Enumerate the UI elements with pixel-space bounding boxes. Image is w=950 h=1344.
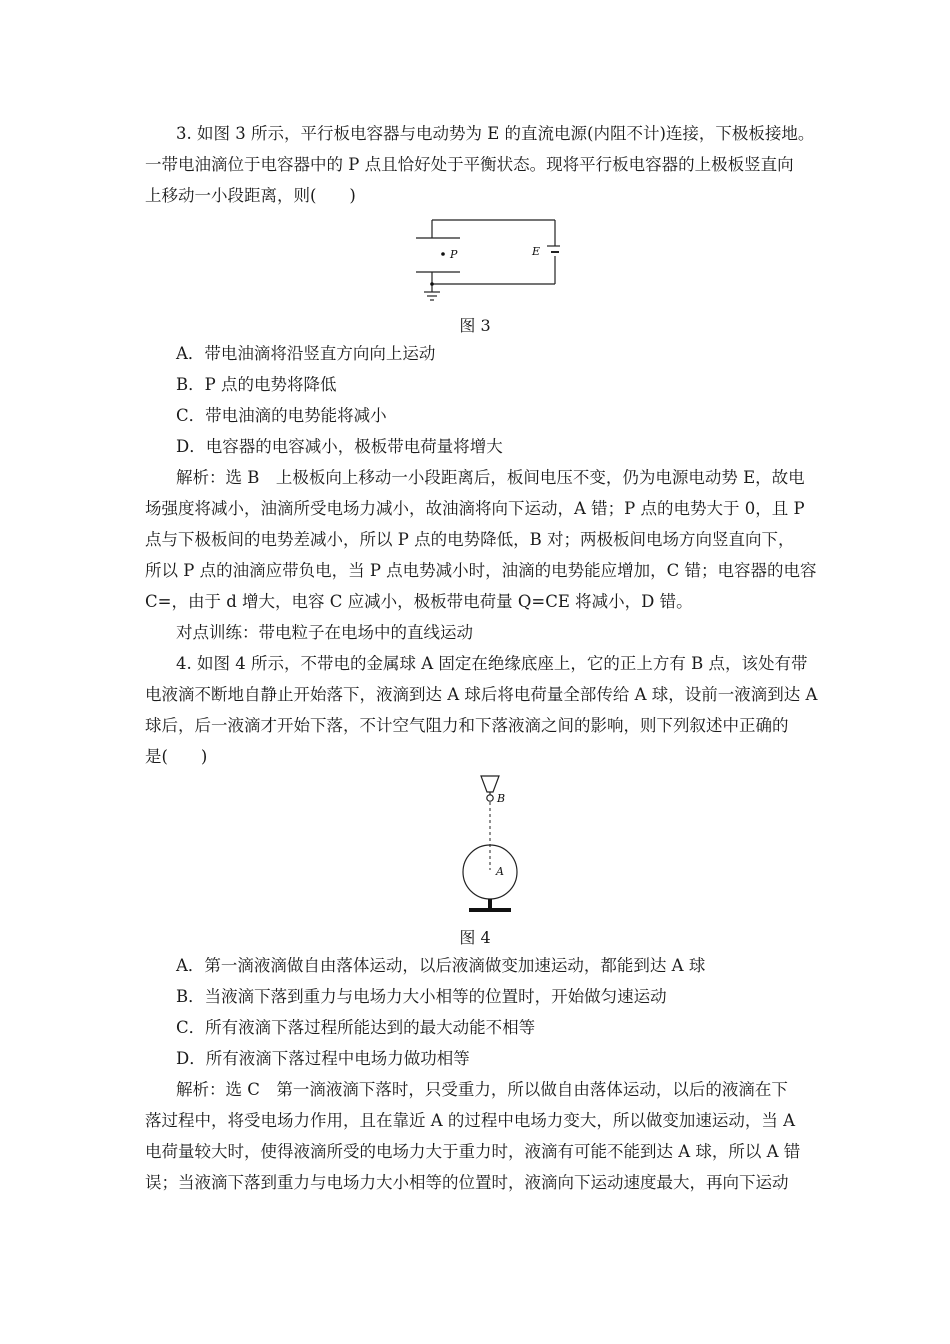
q4-analysis-line-1: 解析：选 C 第一滴液滴下落时，只受重力，所以做自由落体运动，以后的液滴在下 [176, 1080, 788, 1099]
label-p: P [450, 248, 458, 261]
q4-option-b: B．当液滴下落到重力与电场力大小相等的位置时，开始做匀速运动 [176, 987, 667, 1006]
q3-analysis-line-4: 所以 P 点的油滴应带负电，当 P 点电势减小时，油滴的电势能应增加，C 错；电容器的电容 [145, 561, 817, 580]
q3-analysis-line-3: 点与下极板间的电势差减小，所以 P 点的电势降低，B 对；两极板间电场方向竖直向下， [145, 530, 795, 549]
q3-stem-line-2: 一带电油滴位于电容器中的 P 点且恰好处于平衡状态。现将平行板电容器的上极板竖直向 [145, 155, 794, 174]
q3-option-a: A．带电油滴将沿竖直方向向上运动 [176, 344, 436, 363]
figure-4-sphere [455, 770, 535, 920]
q3-stem-line-1: 3. 如图 3 所示，平行板电容器与电动势为 E 的直流电源(内阻不计)连接，下极板接地。 [176, 124, 815, 143]
label-b: B [497, 792, 506, 805]
q3-analysis-line-5: C=，由于 d 增大，电容 C 应减小，极板带电荷量 Q=CE 将减小，D 错。 [145, 592, 693, 611]
q4-option-a: A．第一滴液滴做自由落体运动，以后液滴做变加速运动，都能到达 A 球 [176, 956, 706, 975]
q3-analysis-line-2: 场强度将减小，油滴所受电场力减小，故油滴将向下运动，A 错；P 点的电势大于 0，且 P [145, 499, 805, 518]
figure-3-caption: 图 3 [459, 316, 491, 335]
q4-analysis-line-4: 误；当液滴下落到重力与电场力大小相等的位置时，液滴向下运动速度最大，再向下运动 [145, 1173, 789, 1192]
q4-option-d: D．所有液滴下落过程中电场力做功相等 [176, 1049, 470, 1068]
figure-4-caption: 图 4 [459, 928, 491, 947]
q4-option-c: C．所有液滴下落过程所能达到的最大动能不相等 [176, 1018, 536, 1037]
q3-analysis-line-1: 解析：选 B 上极板向上移动一小段距离后，板间电压不变，仍为电源电动势 E，故电 [176, 468, 805, 487]
q4-analysis-line-3: 电荷量较大时，使得液滴所受的电场力大于重力时，液滴有可能不能到达 A 球，所以 A 错 [145, 1142, 801, 1161]
q3-option-d: D．电容器的电容减小，极板带电荷量将增大 [176, 437, 503, 456]
q4-stem-line-2: 电液滴不断地自静止开始落下，液滴到达 A 球后将电荷量全部传给 A 球，设前一液滴到达 A [145, 685, 818, 704]
figure-3-circuit [410, 210, 560, 305]
section-heading: 对点训练：带电粒子在电场中的直线运动 [176, 623, 473, 642]
q4-stem-line-4: 是( ) [145, 747, 208, 766]
q4-analysis-line-2: 落过程中，将受电场力作用，且在靠近 A 的过程中电场力变大，所以做变加速运动，当 A [145, 1111, 796, 1130]
q4-stem-line-1: 4. 如图 4 所示，不带电的金属球 A 固定在绝缘底座上，它的正上方有 B 点，该处有带 [176, 654, 808, 673]
q4-stem-line-3: 球后，后一液滴才开始下落，不计空气阻力和下落液滴之间的影响，则下列叙述中正确的 [145, 716, 789, 735]
label-a: A [496, 865, 504, 878]
q3-option-b: B．P 点的电势将降低 [176, 375, 337, 394]
q3-option-c: C．带电油滴的电势能将减小 [176, 406, 387, 425]
q3-stem-line-3: 上移动一小段距离，则( ) [145, 186, 356, 205]
label-e: E [532, 245, 541, 258]
point-p-dot [441, 252, 445, 256]
